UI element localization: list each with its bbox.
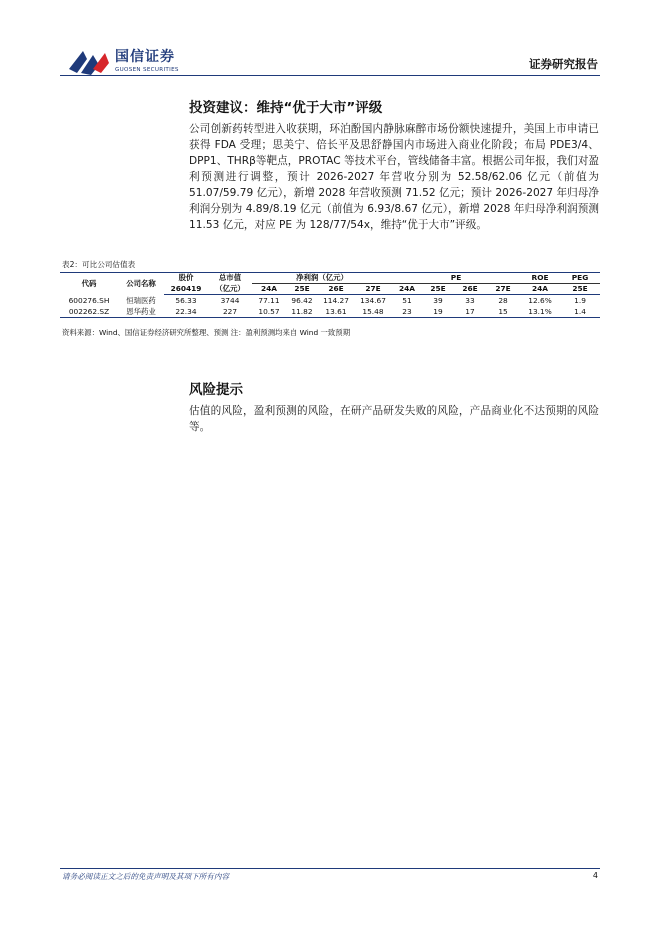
table-header-row-1 <box>60 273 600 284</box>
col-mcap-unit: （亿元） <box>208 284 252 295</box>
cell-np: 15.48 <box>354 306 392 318</box>
cell-pe: 15 <box>486 306 520 318</box>
cell-name: 恩华药业 <box>118 306 164 318</box>
footer-divider <box>60 868 600 869</box>
table-row <box>60 295 600 307</box>
cell-name: 恒瑞医药 <box>126 295 156 305</box>
logo-english-name: GUOSEN SECURITIES <box>115 67 179 73</box>
cell-np: 10.57 <box>252 306 286 318</box>
table-source-note: 资料来源：Wind、国信证券经济研究所整理、预测 注：盈利预测均来自 Wind 一致预期 <box>62 328 351 337</box>
col-year: 27E <box>354 284 392 295</box>
cell-np: 114.27 <box>323 296 349 305</box>
report-type-label: 证券研究报告 <box>529 57 598 71</box>
cell-pe: 39 <box>433 296 443 305</box>
cell-roe: 13.1% <box>520 306 560 318</box>
disclaimer-note: 请务必阅读正文之后的免责声明及其项下所有内容 <box>62 872 230 881</box>
col-year: 26E <box>454 284 486 295</box>
cell-np: 77.11 <box>258 296 280 305</box>
cell-pe: 23 <box>392 306 422 318</box>
guosen-emblem-icon <box>67 47 111 77</box>
col-year: 27E <box>486 284 520 295</box>
table-caption: 表2：可比公司估值表 <box>62 260 136 269</box>
cell-pe: 19 <box>422 306 454 318</box>
cell-pe: 33 <box>465 296 475 305</box>
cell-np: 134.67 <box>360 296 386 305</box>
cell-np: 11.82 <box>286 306 318 318</box>
col-price-date: 260419 <box>164 284 208 295</box>
col-group-peg: PEG <box>560 273 600 284</box>
cell-code: 600276.SH <box>68 295 110 305</box>
cell-pe: 51 <box>402 296 412 305</box>
col-price: 股价 <box>164 273 208 284</box>
cell-pe: 17 <box>454 306 486 318</box>
col-year: 24A <box>520 284 560 295</box>
col-group-roe: ROE <box>520 273 560 284</box>
col-mcap: 总市值 <box>208 273 252 284</box>
cell-peg: 1.9 <box>574 296 586 305</box>
header-divider <box>60 75 600 76</box>
risk-title: 风险提示 <box>189 382 243 398</box>
table-row <box>60 306 600 318</box>
cell-mcap: 227 <box>208 306 252 318</box>
comparable-valuation-table <box>60 272 600 318</box>
col-year: 25E <box>560 284 600 295</box>
col-year: 25E <box>286 284 318 295</box>
col-year: 24A <box>392 284 422 295</box>
cell-peg: 1.4 <box>560 306 600 318</box>
col-year: 26E <box>318 284 354 295</box>
cell-price: 22.34 <box>164 306 208 318</box>
col-year: 25E <box>422 284 454 295</box>
cell-pe: 28 <box>498 296 508 305</box>
col-name: 公司名称 <box>118 273 164 295</box>
col-group-net-profit: 净利润（亿元） <box>252 273 392 284</box>
cell-roe: 12.6% <box>528 296 552 305</box>
col-code: 代码 <box>60 273 118 295</box>
col-year: 24A <box>252 284 286 295</box>
cell-price: 56.33 <box>175 296 197 305</box>
cell-mcap: 3744 <box>220 296 240 305</box>
page-number: 4 <box>592 871 598 880</box>
cell-np: 96.42 <box>291 296 313 305</box>
risk-paragraph: 估值的风险，盈利预测的风险，在研产品研发失败的风险，产品商业化不达预期的风险等。 <box>189 405 599 433</box>
cell-np: 13.61 <box>318 306 354 318</box>
investment-paragraph: 公司创新药转型进入收获期，环泊酚国内静脉麻醉市场份额快速提升，美国上市申请已获得 FDA 受理；思美宁、倍长平及思舒静国内市场进入商业化阶段；布局 PDE3/4、DPP1、THRβ等靶点，PROTAC 等技术平台，管线储备丰富。根据公司年报，我们对盈利预测进行调整，预计 2026-2027 年营收分别为 52.58/62.06 亿元（前值为 51.07/59.79 亿元），新增 2028 年营收预测 71.52 亿元；预计 2026-2027 年归母净利润分别为 4.89/8.19 亿元（前值为 6.93/8.67 亿元），新增 2028 年归母净利润预测 11.53 亿元，对应 PE 为 128/77/54x，维持“优于大市”评级。 <box>189 123 599 231</box>
cell-code: 002262.SZ <box>60 306 118 318</box>
logo-chinese-name: 国信证券 <box>115 49 175 65</box>
col-group-pe: PE <box>392 273 520 284</box>
investment-title: 投资建议：维持“优于大市”评级 <box>189 100 383 116</box>
